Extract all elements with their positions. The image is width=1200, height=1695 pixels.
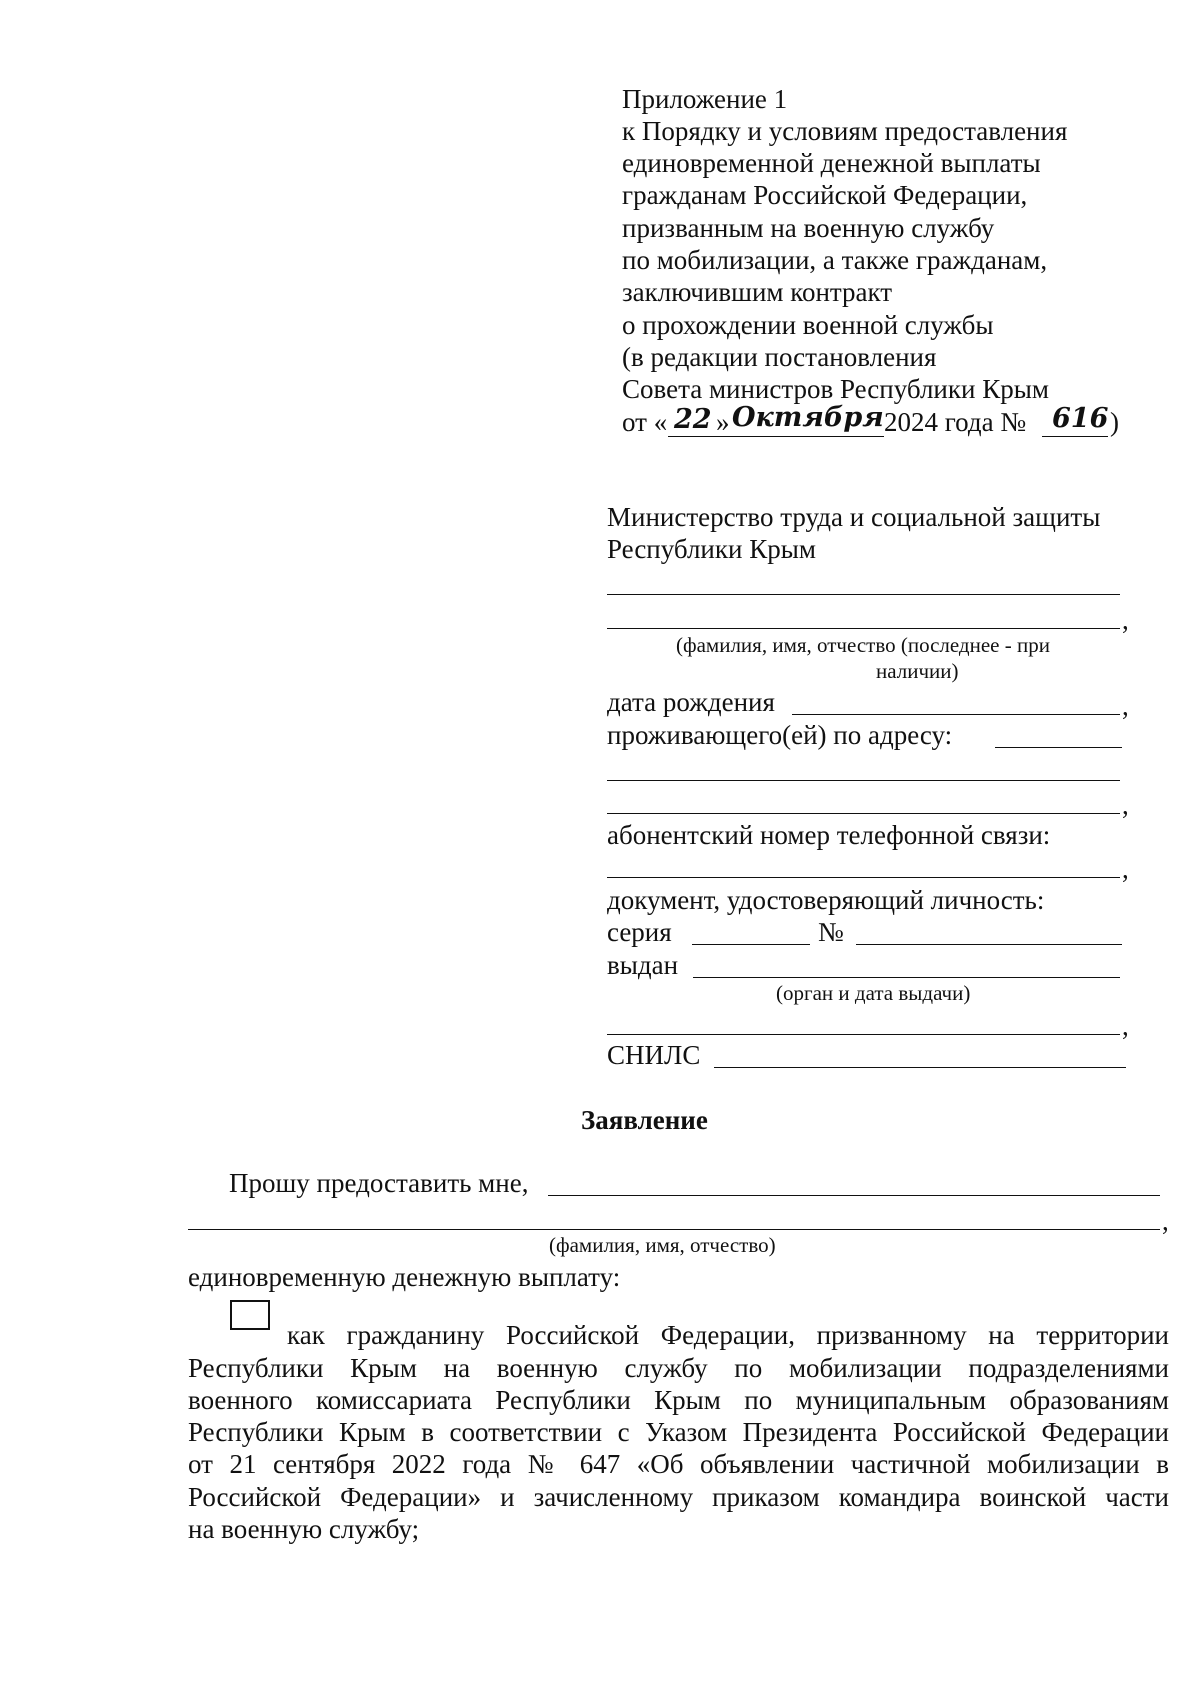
applicant-name-caption: (фамилия, имя, отчество) [549,1233,776,1257]
applicant-name-field-1[interactable] [548,1195,1160,1196]
header-line: Совета министров Республики Крым [622,374,1049,404]
option1-text-line: Республики Крым на военную службу по мобилизации подразделениями [188,1353,1169,1383]
option1-text-line: на военную службу; [188,1514,420,1544]
id-document-label: документ, удостоверяющий личность: [607,885,1045,915]
option1-text-line: от 21 сентября 2022 года № 647 «Об объявлении частичной мобилизации в [188,1449,1169,1479]
issued-field[interactable] [693,977,1120,978]
fio-caption-cont: наличии) [876,659,959,683]
birth-date-field[interactable] [792,714,1120,715]
issued-field-2[interactable] [607,1034,1120,1035]
handwritten-day: 22 [674,404,712,435]
series-field[interactable] [692,944,810,945]
number-label: № [818,917,844,947]
comma: , [1122,1011,1129,1041]
handwritten-month: Октября [732,402,884,433]
header-line: Приложение 1 [622,84,788,114]
phone-label: абонентский номер телефонной связи: [607,820,1051,850]
close-paren: ) [1110,407,1119,437]
phone-field[interactable] [607,877,1120,878]
ministry-name-cont: Республики Крым [607,534,816,564]
applicant-name-field-2[interactable] [188,1229,1160,1230]
month-underline [668,436,884,437]
option1-text-line: Республики Крым в соответствии с Указом Президента Российской Федерации [188,1417,1169,1447]
issued-caption: (орган и дата выдачи) [776,981,971,1005]
address-field-1[interactable] [995,747,1122,748]
option1-text-line: военного комиссариата Республики Крым по муниципальным образованиям [188,1385,1169,1415]
payment-text: единовременную денежную выплату: [188,1262,621,1292]
doc-number-field[interactable] [856,944,1122,945]
comma: , [1162,1206,1169,1236]
date-year: 2024 года № [884,407,1027,437]
address-field-3[interactable] [607,813,1120,814]
fio-field-line-2[interactable] [607,628,1120,629]
header-line: призванным на военную службу [622,213,995,243]
comma: , [1122,691,1129,721]
number-underline [1042,436,1108,437]
header-line: к Порядку и условиям предоставления [622,116,1068,146]
ministry-name: Министерство труда и социальной защиты [607,502,1101,532]
date-prefix: от « [622,407,668,437]
snils-field[interactable] [714,1067,1126,1068]
birth-date-label: дата рождения [607,687,775,717]
address-field-2[interactable] [607,780,1120,781]
header-line: заключившим контракт [622,277,893,307]
header-line: по мобилизации, а также гражданам, [622,245,1048,275]
comma: , [1122,790,1129,820]
header-line: гражданам Российской Федерации, [622,180,1028,210]
fio-caption: (фамилия, имя, отчество (последнее - при [676,633,1050,657]
date-quote-close: » [716,407,730,437]
snils-label: СНИЛС [607,1040,701,1070]
document-title: Заявление [581,1105,708,1135]
option1-checkbox[interactable] [230,1300,270,1330]
series-label: серия [607,917,672,947]
header-line: единовременной денежной выплаты [622,148,1041,178]
option1-text-line: как гражданину Российской Федерации, призванному на территории [287,1320,1169,1350]
handwritten-number: 616 [1052,403,1109,434]
comma: , [1122,854,1129,884]
fio-field-line-1[interactable] [607,594,1120,595]
request-text: Прошу предоставить мне, [229,1168,529,1198]
option1-text-line: Российской Федерации» и зачисленному приказом командира воинской части [188,1482,1169,1512]
header-line: (в редакции постановления [622,342,937,372]
header-line: о прохождении военной службы [622,310,994,340]
issued-label: выдан [607,950,679,980]
comma: , [1122,605,1129,635]
address-label: проживающего(ей) по адресу: [607,720,953,750]
